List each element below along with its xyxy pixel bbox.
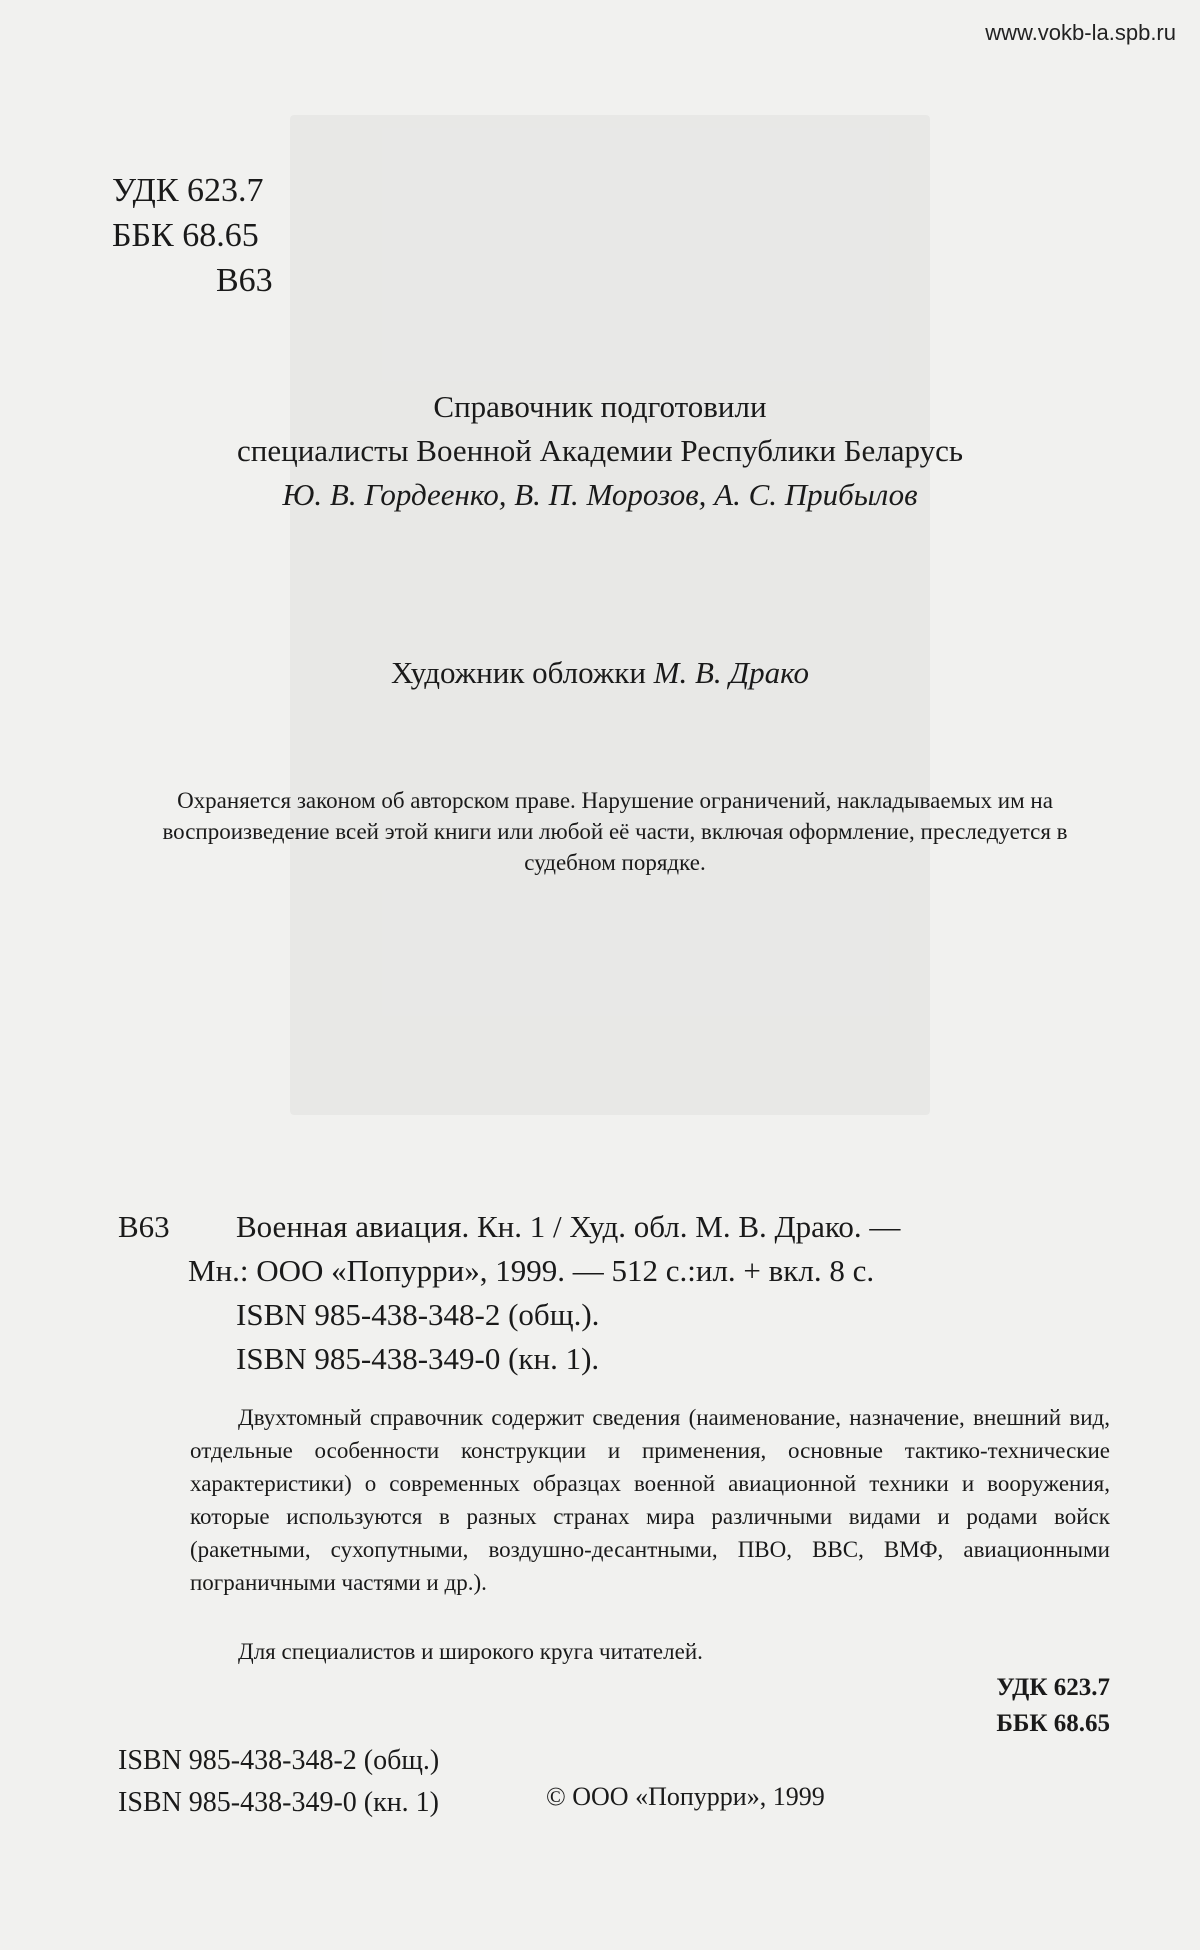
reverse-side-show-through — [290, 115, 930, 1115]
cover-artist-line — [0, 655, 1200, 691]
bbk-code: ББК 68.65 — [112, 217, 259, 254]
academy-line: специалисты Военной Академии Республики Беларусь — [237, 433, 963, 468]
bibliographic-isbn-set: ISBN 985-438-348-2 (общ.). — [236, 1297, 600, 1332]
cover-artist-label: Художник обложки — [391, 655, 646, 690]
site-watermark: www.vokb-la.spb.ru — [985, 20, 1176, 45]
udk-code-bottom: УДК 623.7 — [996, 1674, 1110, 1701]
prepared-by-line: Справочник подготовили — [433, 389, 767, 424]
publisher-copyright: © ООО «Попурри», 1999 — [546, 1782, 825, 1811]
bibliographic-title-line: Военная авиация. Кн. 1 / Худ. обл. М. В. Драко. — — [236, 1209, 901, 1244]
udk-code: УДК 623.7 — [112, 172, 264, 209]
classification-codes-top — [112, 168, 273, 303]
bbk-code-bottom: ББК 68.65 — [996, 1710, 1110, 1737]
audience-line: Для специалистов и широкого круга читателей. — [238, 1639, 703, 1664]
isbn-block-bottom — [118, 1740, 439, 1824]
classification-codes-bottom — [996, 1670, 1110, 1742]
bibliographic-code: В63 — [118, 1209, 170, 1244]
abstract — [190, 1401, 1110, 1599]
abstract-text: Двухтомный справочник содержит сведения (наименование, назначение, внешний вид, отдельные особенности конструкции и применения, основные тактико-технические характеристики) о современных образцах военной авиационной техники и вооружения, которые используются в разных странах мира различными видами и родами войск (ракетными, сухопутными, воздушно-десантными, ПВО, ВВС, ВМФ, авиационными пограничными частями и др.). — [190, 1405, 1110, 1595]
cover-artist-name: М. В. Драко — [653, 655, 809, 690]
bibliographic-imprint-line: Мн.: ООО «Попурри», 1999. — 512 с.:ил. + вкл. 8 с. — [188, 1253, 875, 1288]
author-mark: В63 — [216, 262, 273, 299]
authors-line: Ю. В. Гордеенко, В. П. Морозов, А. С. Прибылов — [282, 477, 918, 512]
isbn-volume-bottom: ISBN 985-438-349-0 (кн. 1) — [118, 1787, 440, 1818]
copyright-notice: Охраняется законом об авторском праве. Нарушение ограничений, накладываемых им на воспроизведение всей этой книги или любой её части, включая оформление, преследуется в судебном порядке. — [162, 788, 1068, 875]
isbn-set-bottom: ISBN 985-438-348-2 (общ.) — [118, 1745, 440, 1776]
prepared-by-block — [0, 385, 1200, 517]
bibliographic-isbn-volume: ISBN 985-438-349-0 (кн. 1). — [236, 1341, 600, 1376]
